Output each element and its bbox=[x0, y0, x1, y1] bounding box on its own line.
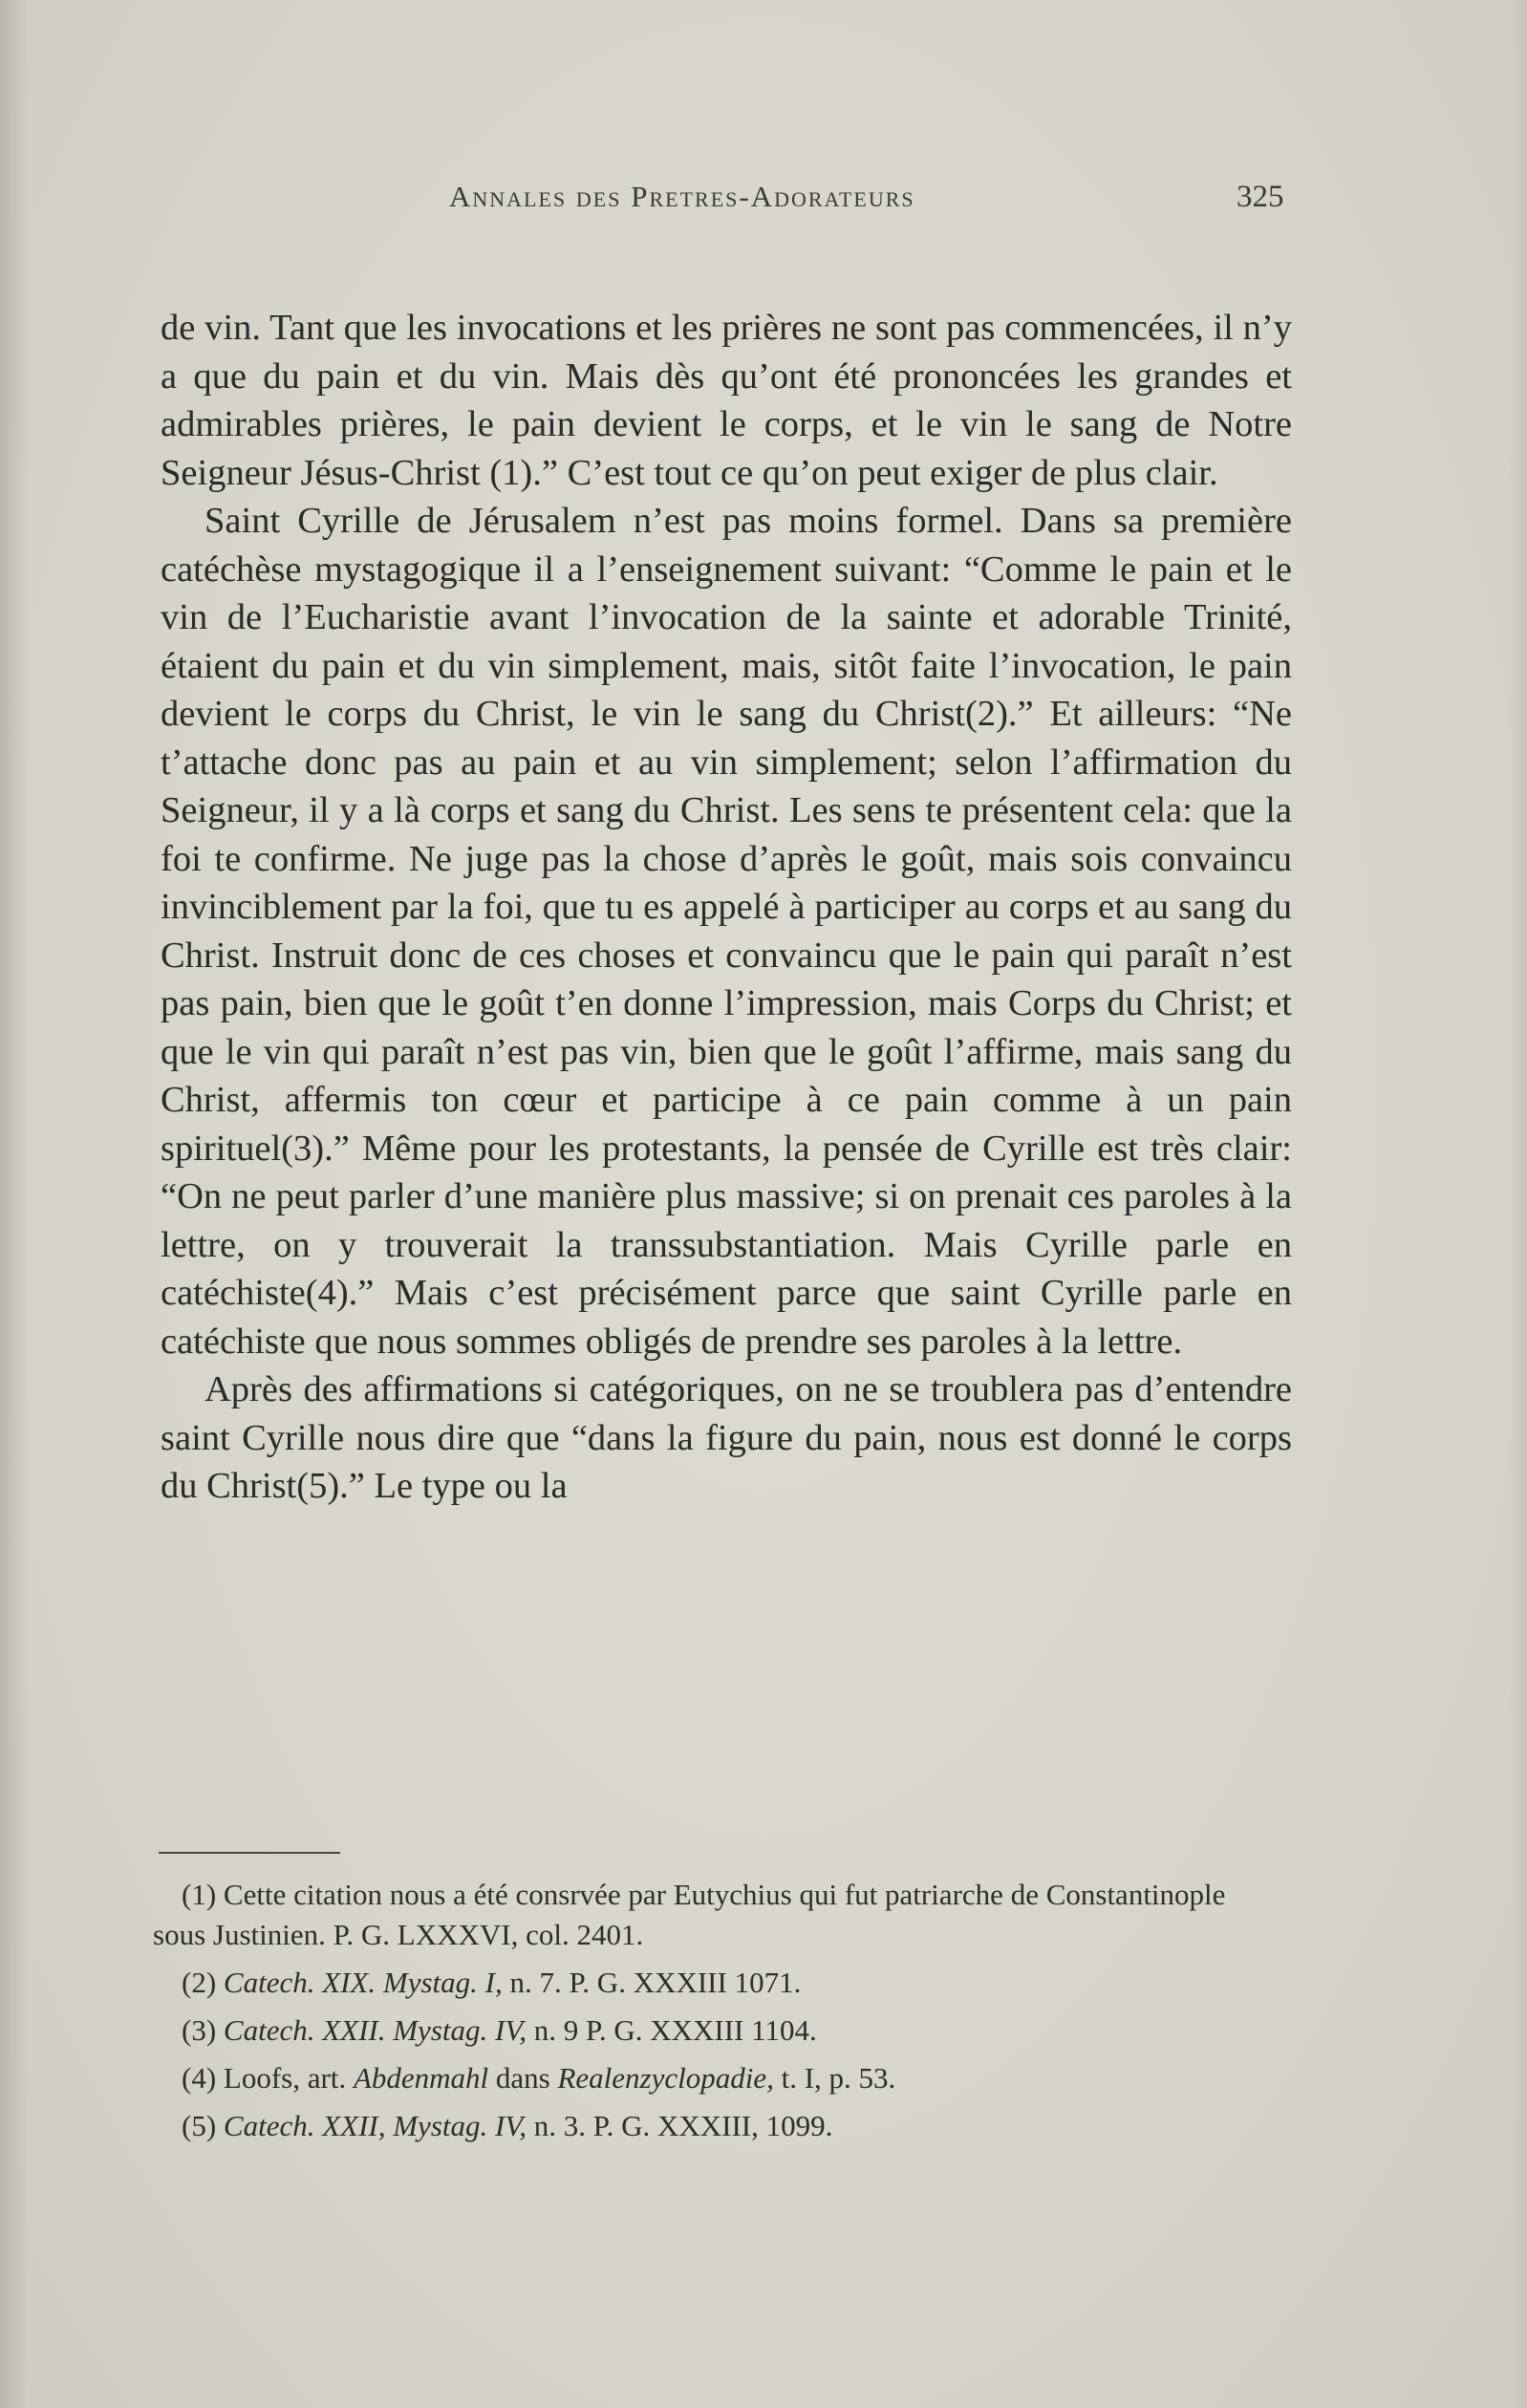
body-text bbox=[161, 304, 1292, 1511]
footnote-text: n. 7. P. G. XXXIII 1071. bbox=[502, 1966, 802, 1999]
footnote-citation: Catech. XIX. Mystag. I, bbox=[223, 1966, 503, 1999]
footnotes bbox=[153, 1875, 1277, 2154]
footnote-citation: Realenzyclopadie, bbox=[557, 2061, 774, 2095]
footnote-number: (2) bbox=[182, 1966, 217, 1999]
footnote-4 bbox=[153, 2058, 1277, 2098]
paragraph-3: Après des affirmations si catégoriques, on ne se troublera pas d’entendre saint Cyrille nous dire que “dans la figure du pain, nous est donné le corps du Christ(5).” Le type ou la bbox=[161, 1369, 1292, 1506]
footnote-2 bbox=[153, 1963, 1277, 2003]
footnote-1 bbox=[153, 1875, 1277, 1955]
footnote-5 bbox=[153, 2106, 1277, 2146]
footnote-citation: Catech. XXII. Mystag. IV, bbox=[223, 2013, 527, 2047]
paragraph-1: de vin. Tant que les invocations et les prières ne sont pas commencées, il n’y a que du pain et du vin. Mais dès qu’ont été prononcées les grandes et admirables prières, le pain devient le corps, et le vin le sang de Notre Seigneur Jésus-Christ (1).” C’est tout ce qu’on peut exiger de plus clair. bbox=[161, 308, 1292, 493]
footnote-number: (4) bbox=[182, 2061, 217, 2095]
footnote-separator bbox=[159, 1852, 340, 1854]
footnote-number: (1) bbox=[182, 1878, 217, 1911]
paragraph-2: Saint Cyrille de Jérusalem n’est pas moins formel. Dans sa première catéchèse mystagogique il a l’enseignement suivant: “Comme le pain et le vin de l’Eucharistie avant l’invocation de la sainte et adorable Trinité, étaient du pain et du vin simplement, mais, sitôt faite l’invocation, le pain devient le corps du Christ, le vin le sang du Christ(2).” Et ailleurs: “Ne t’attache donc pas au pain et au vin simplement; selon l’affirmation du Seigneur, il y a là corps et sang du Christ. Les sens te présentent cela: que la foi te confirme. Ne juge pas la chose d’après le goût, mais sois convaincu invinciblement par la foi, que tu es appelé à participer au corps et au sang du Christ. Instruit donc de ces choses et convaincu que le pain qui paraît n’est pas pain, bien que le goût t’en donne l’impression, mais Corps du Christ; et que le vin qui paraît n’est pas vin, bien que le goût l’affirme, mais sang du Christ, affermis ton cœur et participe à ce pain comme à un pain spirituel(3).” Même pour les protestants, la pensée de Cyrille est très clair: “On ne peut parler d’une manière plus massive; si on prenait ces paroles à la lettre, on y trouverait la transsubstantiation. Mais Cyrille parle en catéchiste(4).” Mais c’est précisément parce que saint Cyrille parle en catéchiste que nous sommes obligés de prendre ses paroles à la lettre. bbox=[161, 501, 1292, 1362]
footnote-text: Loofs, art. bbox=[223, 2061, 354, 2095]
spine-shadow bbox=[0, 0, 29, 2408]
footnote-text: dans bbox=[488, 2061, 558, 2095]
footnote-citation: Catech. XXII, Mystag. IV, bbox=[223, 2109, 527, 2142]
page-number: 325 bbox=[1237, 180, 1284, 214]
page-edge bbox=[1510, 0, 1527, 2408]
footnote-number: (3) bbox=[182, 2013, 217, 2047]
footnote-text: n. 3. P. G. XXXIII, 1099. bbox=[527, 2109, 833, 2142]
footnote-text: n. 9 P. G. XXXIII 1104. bbox=[527, 2013, 817, 2047]
footnote-text: Cette citation nous a été consrvée par Eutychius qui fut patriarche de Constantinople sous Justinien. P. G. LXXXVI, col. 2401. bbox=[153, 1878, 1226, 1951]
footnote-number: (5) bbox=[182, 2109, 217, 2142]
footnote-text: t. I, p. 53. bbox=[773, 2061, 896, 2095]
running-head: Annales des Pretres-Adorateurs bbox=[449, 180, 915, 213]
footnote-citation: Abdenmahl bbox=[353, 2061, 489, 2095]
footnote-3 bbox=[153, 2010, 1277, 2051]
